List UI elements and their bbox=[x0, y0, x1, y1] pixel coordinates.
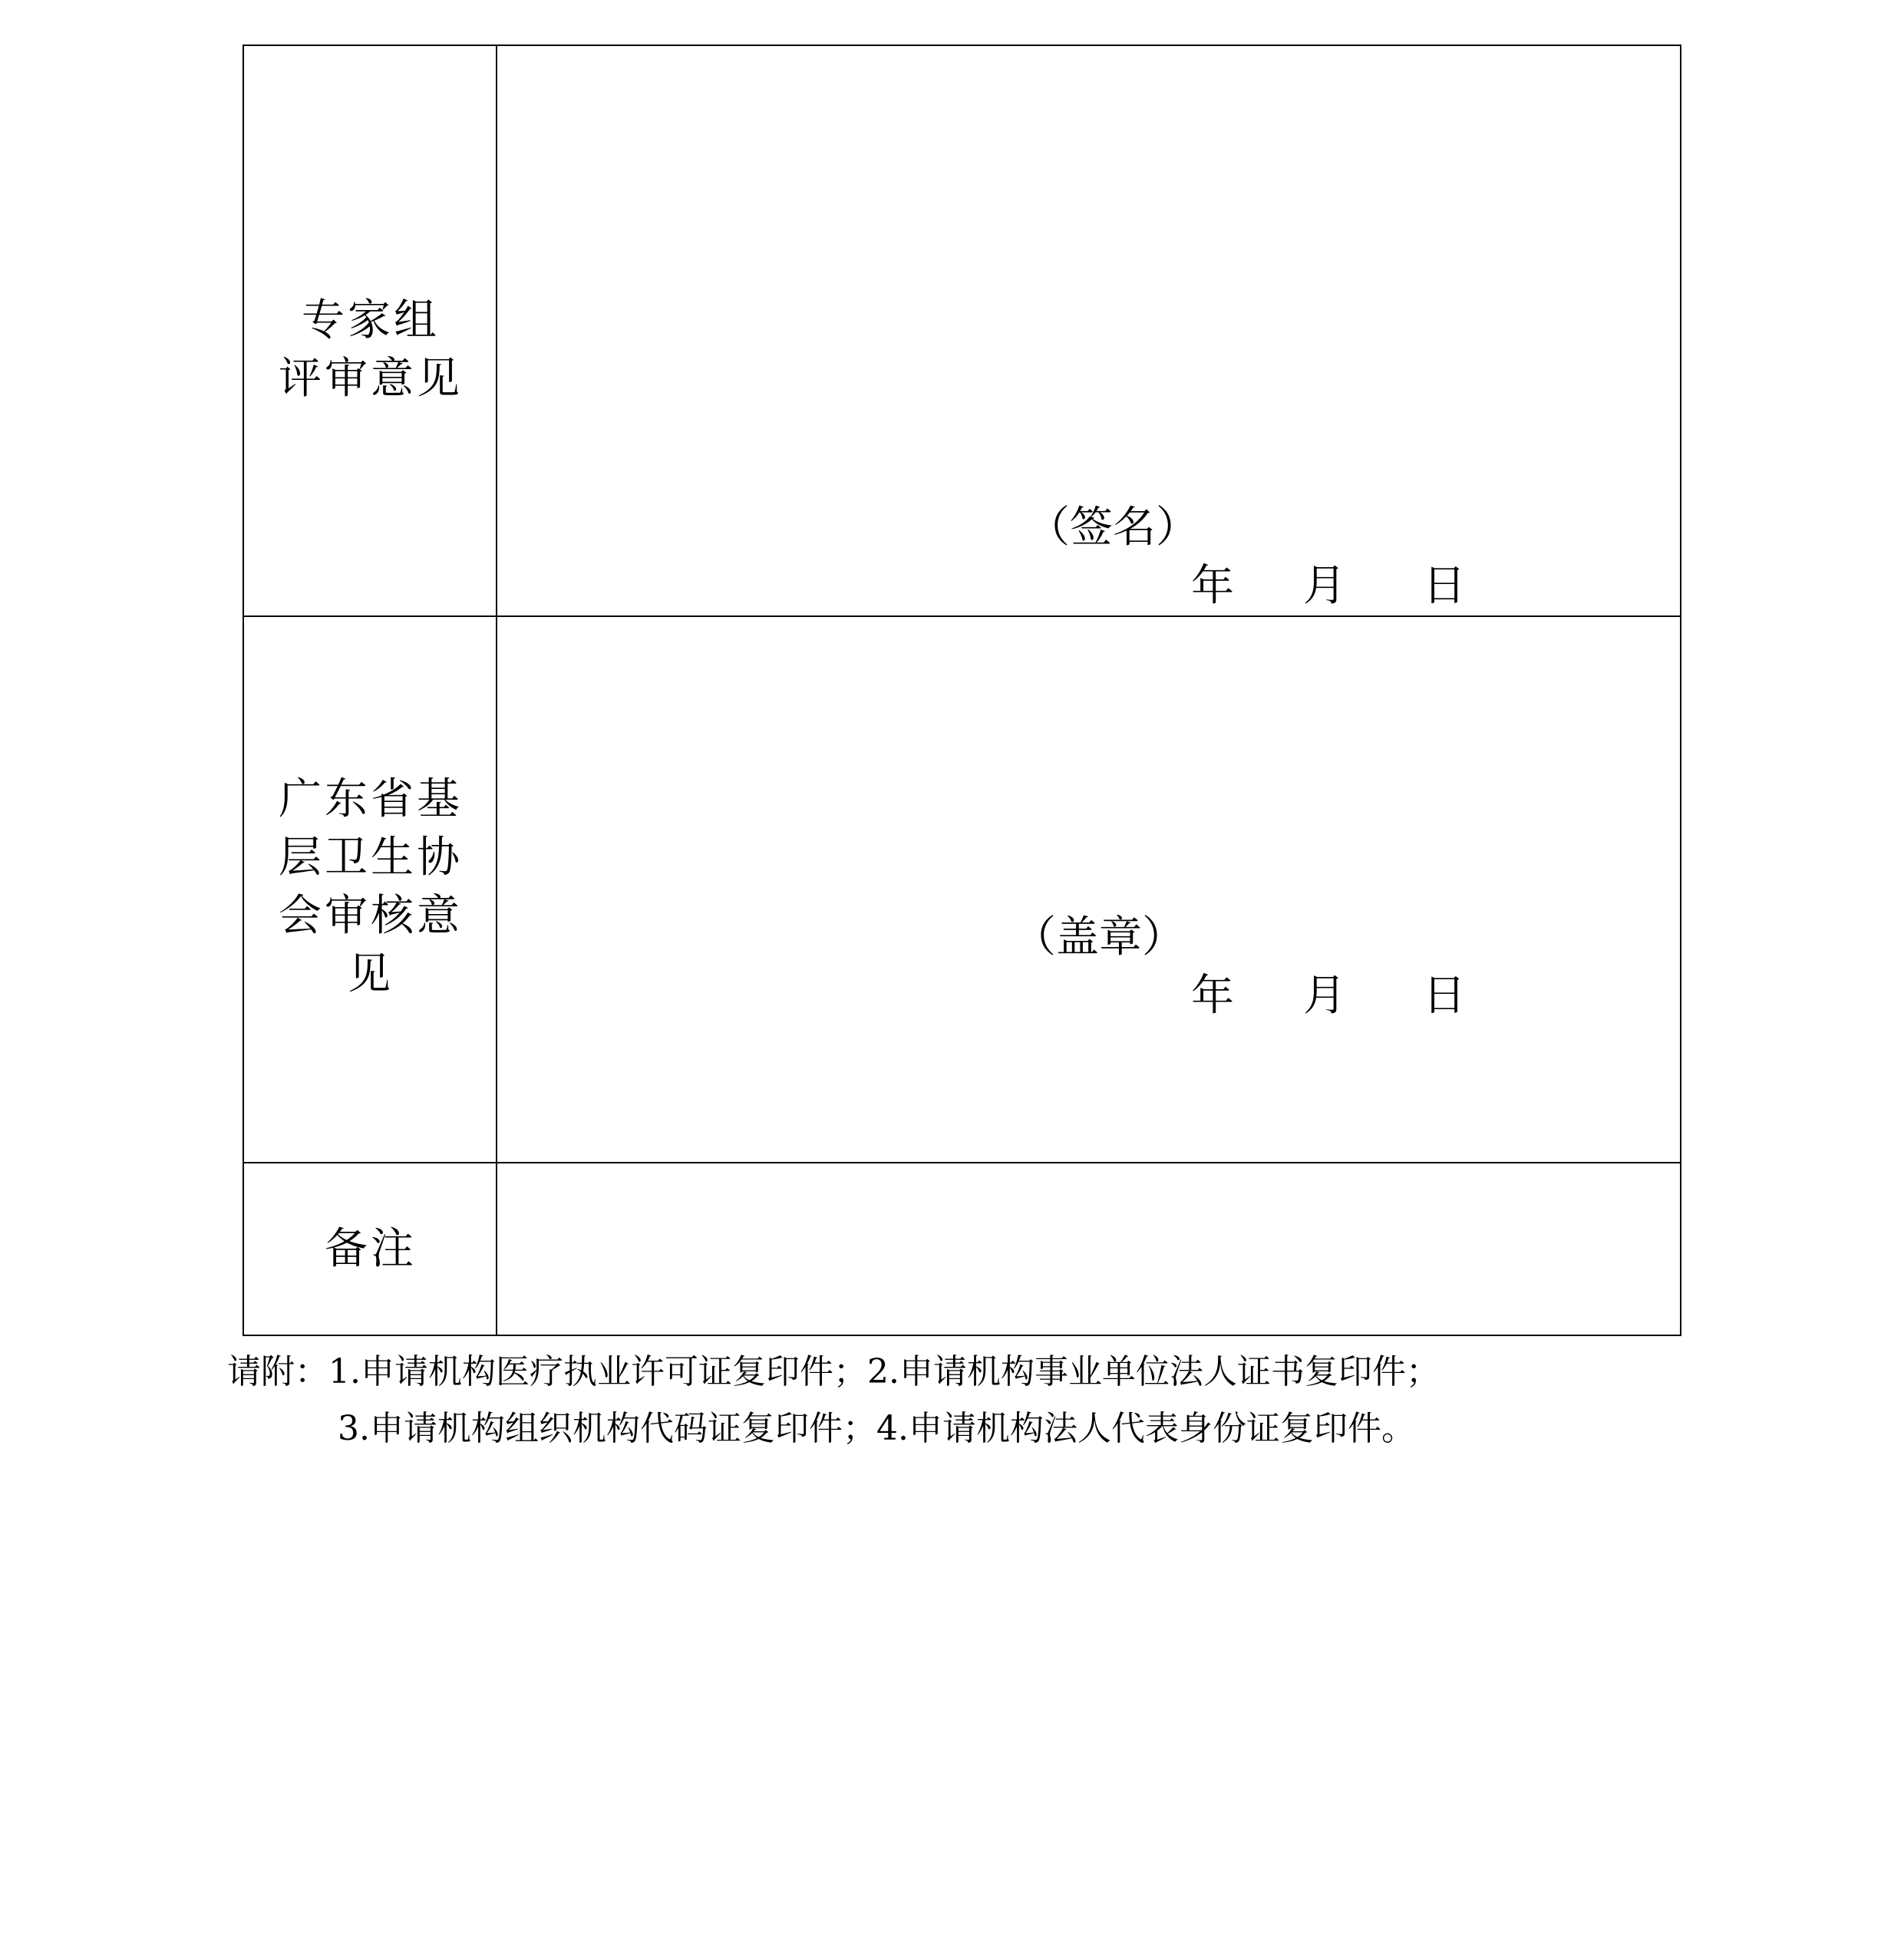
remarks-label-text: 备注 bbox=[325, 1224, 417, 1274]
association-review-label-line4: 见 bbox=[348, 949, 394, 999]
remarks-content[interactable] bbox=[497, 1163, 1680, 1336]
association-review-label-line3: 会审核意 bbox=[279, 891, 463, 941]
expert-review-label-line1: 专家组 bbox=[302, 295, 440, 345]
expert-day-label: 日 bbox=[1423, 561, 1466, 611]
association-year-label: 年 bbox=[1191, 971, 1234, 1021]
association-month-label: 月 bbox=[1303, 971, 1346, 1021]
remarks-row bbox=[244, 1163, 1680, 1336]
expert-review-content[interactable] bbox=[497, 46, 1680, 615]
expert-month-label: 月 bbox=[1303, 561, 1346, 611]
remarks-label-cell bbox=[244, 1163, 497, 1336]
expert-review-row bbox=[244, 46, 1680, 617]
association-review-label-line2: 层卫生协 bbox=[279, 833, 463, 883]
association-review-content[interactable] bbox=[497, 617, 1680, 1162]
association-day-label: 日 bbox=[1423, 971, 1466, 1021]
attachments-note-line1: 请附：1.申请机构医疗执业许可证复印件；2.申请机构事业单位法人证书复印件； bbox=[227, 1352, 1440, 1391]
expert-review-label-line2: 评审意见 bbox=[279, 354, 463, 404]
signature-label: （签名） bbox=[1027, 503, 1199, 553]
association-review-label-cell bbox=[244, 617, 497, 1162]
expert-review-label-cell bbox=[244, 46, 497, 615]
expert-year-label: 年 bbox=[1191, 561, 1234, 611]
seal-label: （盖章） bbox=[1013, 912, 1185, 962]
attachments-note-line2: 3.申请机构组织机构代码证复印件；4.申请机构法人代表身份证复印件。 bbox=[338, 1409, 1415, 1448]
association-review-label-line1: 广东省基 bbox=[279, 774, 463, 824]
remarks-label bbox=[244, 1220, 497, 1279]
review-form-table bbox=[243, 45, 1681, 1336]
association-review-label bbox=[244, 771, 497, 1004]
association-review-row bbox=[244, 617, 1680, 1163]
expert-review-label bbox=[244, 292, 497, 408]
